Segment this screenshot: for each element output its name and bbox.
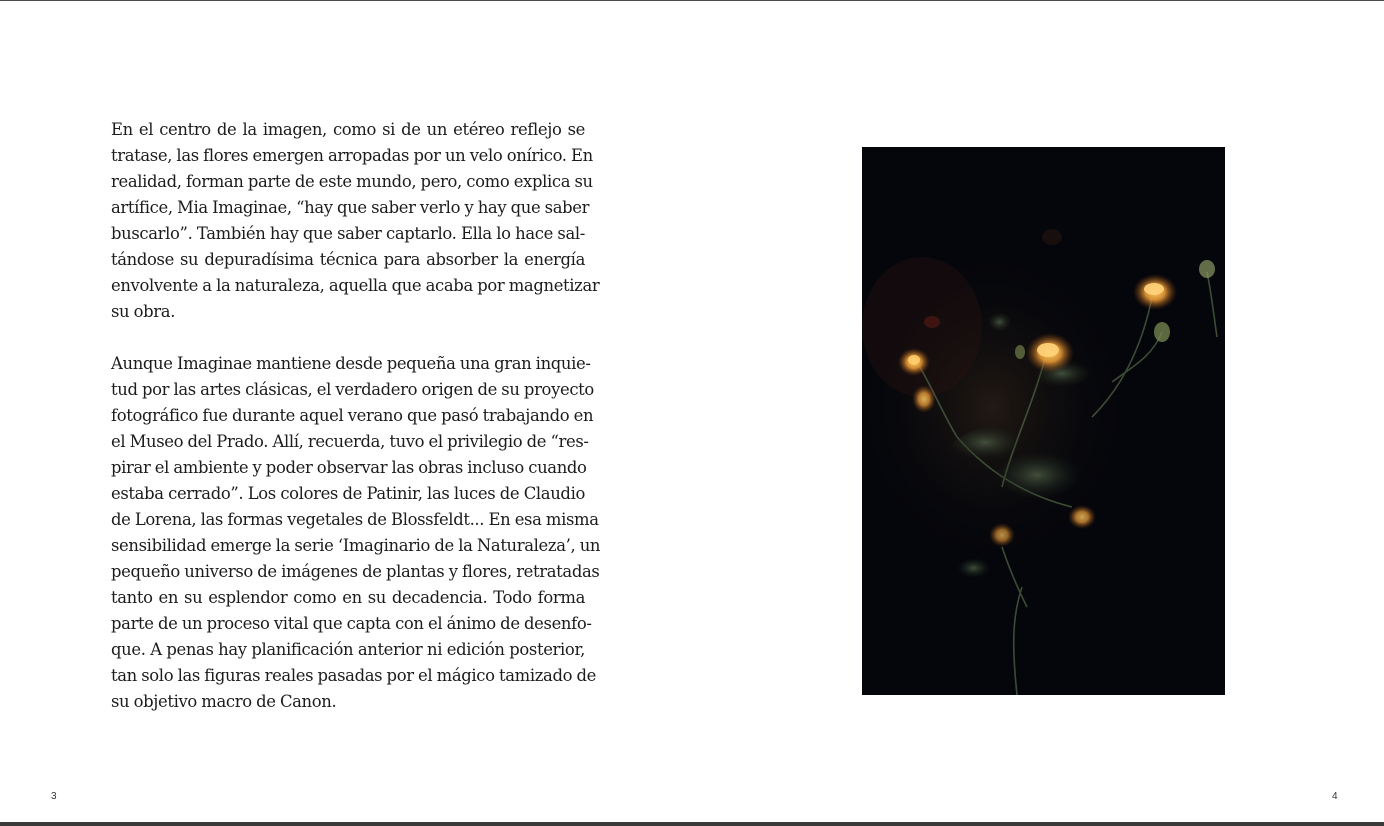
text-line: artífice, Mia Imaginae, “hay que saber verlo y hay que saber xyxy=(111,198,590,217)
text-line: tratase, las flores emergen arropadas por un velo onírico. En xyxy=(111,146,593,165)
text-line: pirar el ambiente y poder observar las obras incluso cuando xyxy=(111,458,587,477)
text-line: buscarlo”. También hay que saber captarlo. Ella lo hace sal- xyxy=(111,224,585,243)
text-line: fotográfico fue durante aquel verano que pasó trabajando en xyxy=(111,406,594,425)
text-line: su objetivo macro de Canon. xyxy=(111,692,337,711)
text-column xyxy=(111,117,601,715)
text-line: el Museo del Prado. Allí, recuerda, tuvo el privilegio de “res- xyxy=(111,432,589,451)
text-line: su obra. xyxy=(111,302,176,321)
text-line: realidad, forman parte de este mundo, pero, como explica su xyxy=(111,172,593,191)
text-line: tándose su depuradísima técnica para absorber la energía xyxy=(111,250,585,269)
text-line: envolvente a la naturaleza, aquella que acaba por magnetizar xyxy=(111,276,600,295)
text-line: tud por las artes clásicas, el verdadero origen de su proyecto xyxy=(111,380,594,399)
text-line: parte de un proceso vital que capta con el ánimo de desenfo- xyxy=(111,614,592,633)
paragraph-1 xyxy=(111,117,600,325)
text-line: pequeño universo de imágenes de plantas y flores, retratadas xyxy=(111,562,600,581)
flower-photo xyxy=(862,147,1225,695)
text-line: de Lorena, las formas vegetales de Blossfeldt... En esa misma xyxy=(111,510,599,529)
text-line: estaba cerrado”. Los colores de Patinir, las luces de Claudio xyxy=(111,484,585,503)
page-number-left: 3 xyxy=(51,791,57,802)
text-line: tan solo las figuras reales pasadas por el mágico tamizado de xyxy=(111,666,596,685)
text-line: sensibilidad emerge la serie ‘Imaginario de la Naturaleza’, un xyxy=(111,536,601,555)
text-line: que. A penas hay planificación anterior ni edición posterior, xyxy=(111,640,585,659)
flower-photo-illustration xyxy=(862,147,1225,695)
text-line: Aunque Imaginae mantiene desde pequeña una gran inquie- xyxy=(111,354,591,373)
paragraph-2 xyxy=(111,351,601,715)
page-number-right: 4 xyxy=(1332,791,1338,802)
text-line: En el centro de la imagen, como si de un etéreo reflejo se xyxy=(111,120,585,139)
text-line: tanto en su esplendor como en su decadencia. Todo forma xyxy=(111,588,585,607)
